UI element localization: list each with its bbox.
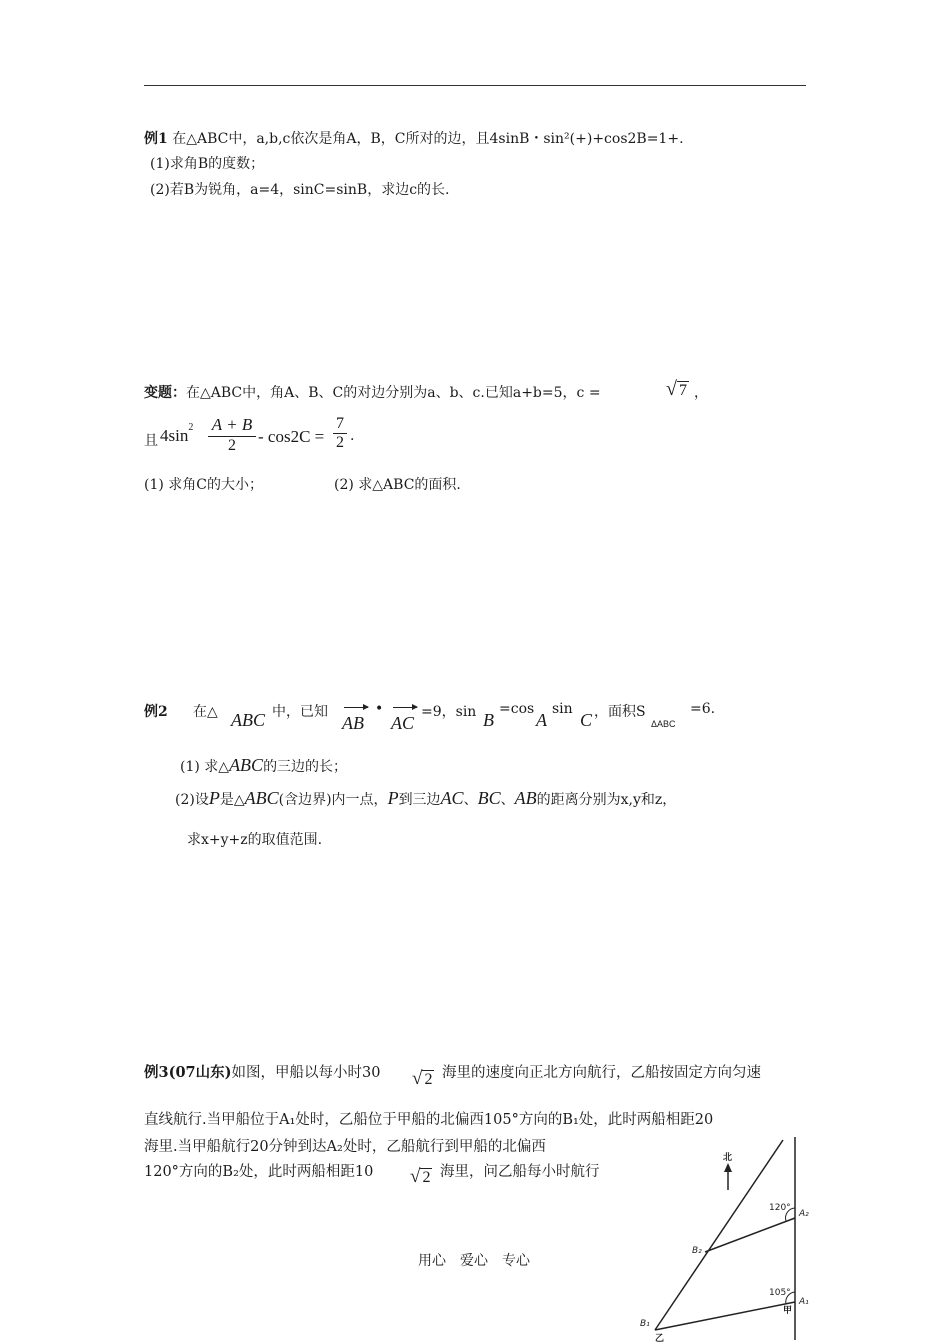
north-label: 北 — [723, 1153, 733, 1163]
ex2-q2-abc: ABC — [244, 788, 279, 808]
ex2-text-1: 在△ — [193, 704, 218, 720]
ex3-sqrt1-arg: 2 — [424, 1071, 433, 1088]
variant-line1-end: ， — [694, 385, 708, 401]
ex2-B: B — [483, 710, 494, 730]
ex1-question-2: (2)若B为锐角，a=4，sinC=sinB，求边c的长. — [150, 182, 450, 198]
angle-label-105: 105° — [769, 1288, 791, 1298]
variant-line2-start: 且 — [144, 433, 158, 449]
ex2-q2-e: 的距离分别为x,y和z， — [536, 792, 677, 808]
variant-4sin: 4sin — [160, 426, 189, 445]
label-yi: 乙 — [655, 1334, 665, 1344]
ex2-label: 例2 — [144, 704, 168, 720]
label-A2: A₂ — [799, 1209, 809, 1219]
ex2-text-7: =6. — [690, 701, 716, 717]
ex2-q2-P2: P — [387, 788, 399, 808]
variant-exp: 2 — [188, 422, 194, 434]
north-arrow-head — [724, 1163, 732, 1172]
ex2-vec2: AC — [391, 713, 415, 733]
variant-question-1: (1) 求角C的大小； — [144, 477, 263, 493]
ex3-line4b: 海里，问乙船每小时航行 — [440, 1164, 600, 1180]
ex2-q2-AB: AB — [514, 788, 537, 808]
ex2-text-4: =cos — [499, 701, 535, 717]
label-A1: A₁ — [799, 1297, 809, 1307]
segment-a1-b1 — [655, 1302, 795, 1330]
ex2-q2-sep2: 、 — [500, 792, 515, 808]
ex2-abc: ABC — [231, 710, 265, 730]
ex2-q2-c: (含边界)内一点， — [278, 792, 388, 808]
ex3-sqrt1: √ 2 — [412, 1068, 433, 1089]
label-jia: 甲 — [783, 1306, 793, 1316]
ex2-q2-sep1: 、 — [463, 792, 478, 808]
ex2-q1-a: (1) 求△ — [180, 759, 230, 775]
ex3-line2: 直线航行.当甲船位于A₁处时，乙船位于甲船的北偏西105°方向的B₁处，此时两船相距20 — [144, 1112, 714, 1128]
ex3-label: 例3(07山东) — [144, 1064, 232, 1081]
label-B1: B₁ — [640, 1319, 650, 1329]
ex3-sqrt2-arg: 2 — [422, 1169, 431, 1186]
ex2-q2-b: 是△ — [219, 792, 245, 808]
variant-formula-mid: - cos2C = — [258, 427, 325, 446]
ex2-question-2-cont: 求x+y+z的取值范围. — [187, 832, 323, 848]
ex2-text-2: 中，已知 — [272, 704, 328, 720]
ex3-sqrt2: √ 2 — [410, 1166, 431, 1187]
variant-formula-end: . — [350, 428, 355, 444]
variant-question-2: (2) 求△ABC的面积. — [334, 477, 461, 493]
ex3-l1a: 如图，甲船以每小时30 — [231, 1065, 381, 1081]
page-footer: 用心 爱心 专心 — [418, 1253, 530, 1269]
ship-yi-route — [655, 1140, 783, 1330]
ex2-q2-AC: AC — [440, 788, 464, 808]
ex1-question-1: (1)求角B的度数； — [150, 156, 265, 172]
variant-label: 变题： — [144, 385, 186, 401]
label-B2: B₂ — [692, 1246, 702, 1256]
ex2-q2-d: 到三边 — [398, 792, 441, 808]
variant-frac2-den: 2 — [336, 434, 344, 451]
variant-frac-num: A + B — [208, 415, 256, 437]
ex2-q2-P: P — [208, 788, 220, 808]
variant-sqrt7: √ 7 — [666, 378, 687, 400]
ex3-line3: 海里.当甲船航行20分钟到达A₂处时，乙船航行到甲船的北偏西 — [144, 1139, 546, 1155]
ex2-subscript: ΔABC — [651, 719, 676, 729]
variant-statement: 在△ABC中，角A、B、C的对边分别为a、b、c.已知a+b=5，c = — [186, 385, 601, 401]
ex2-text-3: =9，sin — [421, 704, 477, 720]
ex2-A: A — [536, 710, 547, 730]
ex1-statement: 在△ABC中，a,b,c依次是角A，B，C所对的边，且4sinB・sin²(+)+cos2B=1+. — [172, 131, 684, 147]
ex2-q1-b: 的三边的长； — [263, 759, 348, 775]
ex1-label: 例1 — [144, 131, 168, 147]
ex2-vec1: AB — [342, 713, 364, 733]
ex2-q2-a: (2)设 — [175, 792, 209, 808]
ex2-q2-BC: BC — [477, 788, 501, 808]
ex2-text-6: ，面积S — [594, 704, 646, 720]
ex3-line4a: 120°方向的B₂处，此时两船相距10 — [144, 1164, 374, 1180]
angle-label-120: 120° — [769, 1203, 791, 1213]
variant-frac2-num: 7 — [333, 415, 347, 434]
ex2-text-5: sin — [552, 701, 573, 717]
variant-sqrt-arg: 7 — [678, 382, 687, 399]
ex2-C: C — [580, 710, 593, 730]
ex2-dot: • — [375, 701, 384, 717]
ex3-l1b: 海里的速度向正北方向航行，乙船按固定方向匀速 — [442, 1065, 761, 1081]
variant-frac-den: 2 — [228, 437, 236, 454]
ex2-q1-abc: ABC — [229, 755, 264, 775]
